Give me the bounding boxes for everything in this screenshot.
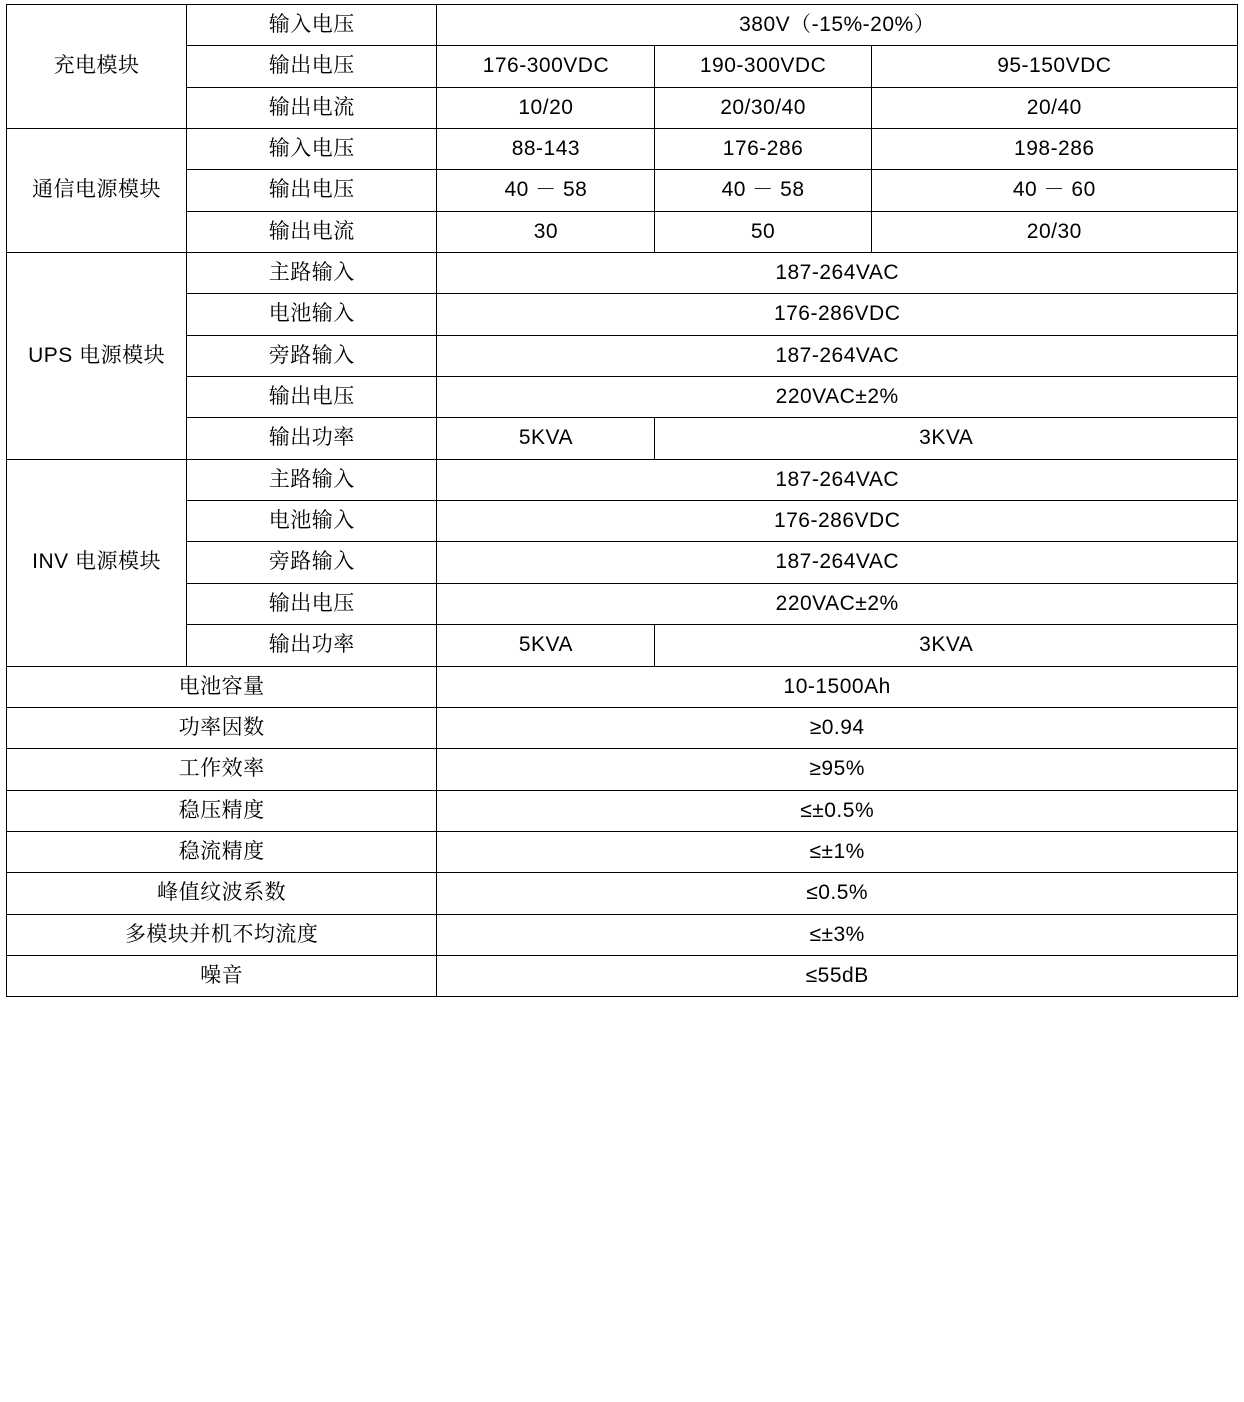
value-cell: 176-286VDC bbox=[437, 294, 1238, 335]
table-row bbox=[7, 87, 1238, 128]
value-cell: 5KVA bbox=[437, 418, 655, 459]
group-label: INV 电源模块 bbox=[7, 459, 187, 666]
param-label: 多模块并机不均流度 bbox=[7, 914, 437, 955]
value-cell: 187-264VAC bbox=[437, 459, 1238, 500]
table-row bbox=[7, 625, 1238, 666]
param-label: 旁路输入 bbox=[187, 335, 437, 376]
value-cell: 3KVA bbox=[655, 625, 1238, 666]
table-row bbox=[7, 5, 1238, 46]
table-row bbox=[7, 46, 1238, 87]
table-row bbox=[7, 377, 1238, 418]
param-label: 输出电压 bbox=[187, 583, 437, 624]
table-row bbox=[7, 873, 1238, 914]
table-row bbox=[7, 955, 1238, 996]
table-row bbox=[7, 831, 1238, 872]
param-label: 输入电压 bbox=[187, 129, 437, 170]
value-cell: 88-143 bbox=[437, 129, 655, 170]
value-cell: ≤55dB bbox=[437, 955, 1238, 996]
param-label: 输出电流 bbox=[187, 211, 437, 252]
param-label: 输出功率 bbox=[187, 625, 437, 666]
param-label: 输出功率 bbox=[187, 418, 437, 459]
value-cell: 40 － 58 bbox=[437, 170, 655, 211]
group-label: 通信电源模块 bbox=[7, 129, 187, 253]
value-cell: ≤±1% bbox=[437, 831, 1238, 872]
value-cell: 20/30 bbox=[871, 211, 1237, 252]
param-label: 稳流精度 bbox=[7, 831, 437, 872]
value-cell: 220VAC±2% bbox=[437, 377, 1238, 418]
value-cell: 5KVA bbox=[437, 625, 655, 666]
value-cell: 176-286VDC bbox=[437, 501, 1238, 542]
value-cell: 20/30/40 bbox=[655, 87, 871, 128]
table-row bbox=[7, 335, 1238, 376]
value-cell: 10-1500Ah bbox=[437, 666, 1238, 707]
table-row bbox=[7, 542, 1238, 583]
table-row bbox=[7, 666, 1238, 707]
value-cell: 176-286 bbox=[655, 129, 871, 170]
value-cell: ≥0.94 bbox=[437, 707, 1238, 748]
table-row bbox=[7, 914, 1238, 955]
table-row bbox=[7, 790, 1238, 831]
value-cell: 220VAC±2% bbox=[437, 583, 1238, 624]
table-row bbox=[7, 583, 1238, 624]
param-label: 功率因数 bbox=[7, 707, 437, 748]
group-label: 充电模块 bbox=[7, 5, 187, 129]
param-label: 主路输入 bbox=[187, 253, 437, 294]
param-label: 电池输入 bbox=[187, 294, 437, 335]
table-row bbox=[7, 211, 1238, 252]
group-label: UPS 电源模块 bbox=[7, 253, 187, 460]
param-label: 噪音 bbox=[7, 955, 437, 996]
param-label: 电池输入 bbox=[187, 501, 437, 542]
param-label: 输出电压 bbox=[187, 170, 437, 211]
table-row bbox=[7, 749, 1238, 790]
param-label: 电池容量 bbox=[7, 666, 437, 707]
table-row bbox=[7, 707, 1238, 748]
param-label: 旁路输入 bbox=[187, 542, 437, 583]
param-label: 输出电流 bbox=[187, 87, 437, 128]
table-row bbox=[7, 418, 1238, 459]
value-cell: 40 － 60 bbox=[871, 170, 1237, 211]
param-label: 输入电压 bbox=[187, 5, 437, 46]
value-cell: 190-300VDC bbox=[655, 46, 871, 87]
table-row bbox=[7, 459, 1238, 500]
param-label: 工作效率 bbox=[7, 749, 437, 790]
value-cell: 20/40 bbox=[871, 87, 1237, 128]
param-label: 稳压精度 bbox=[7, 790, 437, 831]
value-cell: ≤0.5% bbox=[437, 873, 1238, 914]
table-row bbox=[7, 129, 1238, 170]
param-label: 输出电压 bbox=[187, 377, 437, 418]
value-cell: 95-150VDC bbox=[871, 46, 1237, 87]
param-label: 输出电压 bbox=[187, 46, 437, 87]
table-row bbox=[7, 501, 1238, 542]
param-label: 峰值纹波系数 bbox=[7, 873, 437, 914]
table-row bbox=[7, 294, 1238, 335]
value-cell: 176-300VDC bbox=[437, 46, 655, 87]
specification-table bbox=[6, 4, 1238, 997]
value-cell: 187-264VAC bbox=[437, 253, 1238, 294]
param-label: 主路输入 bbox=[187, 459, 437, 500]
value-cell: 187-264VAC bbox=[437, 335, 1238, 376]
value-cell: 10/20 bbox=[437, 87, 655, 128]
value-cell: 3KVA bbox=[655, 418, 1238, 459]
value-cell: 50 bbox=[655, 211, 871, 252]
value-cell: 30 bbox=[437, 211, 655, 252]
value-cell: 187-264VAC bbox=[437, 542, 1238, 583]
value-cell: 380V（-15%-20%） bbox=[437, 5, 1238, 46]
value-cell: ≤±0.5% bbox=[437, 790, 1238, 831]
table-row bbox=[7, 253, 1238, 294]
value-cell: ≥95% bbox=[437, 749, 1238, 790]
value-cell: ≤±3% bbox=[437, 914, 1238, 955]
table-row bbox=[7, 170, 1238, 211]
value-cell: 40 － 58 bbox=[655, 170, 871, 211]
value-cell: 198-286 bbox=[871, 129, 1237, 170]
